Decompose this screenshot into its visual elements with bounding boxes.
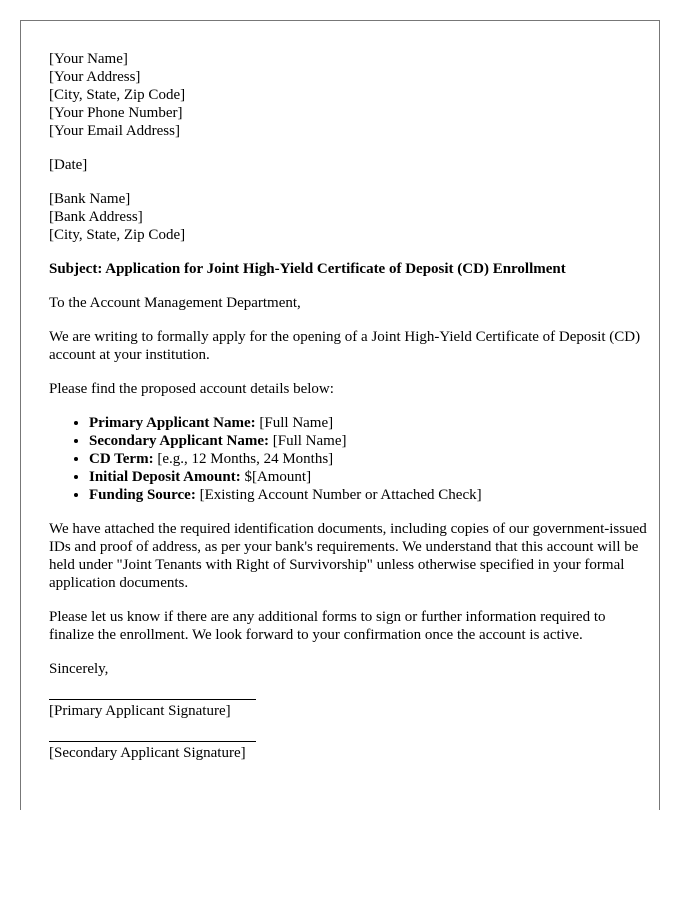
date-block <box>49 156 649 174</box>
sender-block <box>49 50 649 140</box>
details-intro-paragraph: Please find the proposed account details below: <box>49 381 334 397</box>
detail-value: [e.g., 12 Months, 24 Months] <box>157 451 334 467</box>
letter-date: [Date] <box>49 157 88 173</box>
sender-phone: [Your Phone Number] <box>49 105 183 121</box>
detail-primary-applicant <box>89 414 649 432</box>
sender-city-state-zip: [City, State, Zip Code] <box>49 87 186 103</box>
intro-paragraph: We are writing to formally apply for the opening of a Joint High-Yield Certificate of Deposit (CD) account at your institution. <box>49 329 641 363</box>
salutation: To the Account Management Department, <box>49 295 301 311</box>
recipient-block <box>49 190 649 244</box>
letter-page <box>20 20 660 810</box>
detail-secondary-applicant <box>89 432 649 450</box>
detail-value: [Existing Account Number or Attached Check] <box>199 487 482 503</box>
primary-signature-label: [Primary Applicant Signature] <box>49 703 231 719</box>
sender-name: [Your Name] <box>49 51 128 67</box>
detail-label: Primary Applicant Name: <box>89 415 256 431</box>
detail-label: Secondary Applicant Name: <box>89 433 269 449</box>
recipient-city-state-zip: [City, State, Zip Code] <box>49 227 186 243</box>
sender-email: [Your Email Address] <box>49 123 180 139</box>
detail-value: $[Amount] <box>244 469 312 485</box>
recipient-bank-address: [Bank Address] <box>49 209 143 225</box>
detail-value: [Full Name] <box>272 433 347 449</box>
primary-signature-line <box>49 699 256 700</box>
detail-cd-term <box>89 450 649 468</box>
detail-label: Funding Source: <box>89 487 196 503</box>
secondary-signature-label: [Secondary Applicant Signature] <box>49 745 246 761</box>
detail-value: [Full Name] <box>259 415 334 431</box>
subject-line: Subject: Application for Joint High-Yield Certificate of Deposit (CD) Enrollment <box>49 261 566 277</box>
recipient-bank-name: [Bank Name] <box>49 191 131 207</box>
detail-funding-source <box>89 486 649 504</box>
detail-label: Initial Deposit Amount: <box>89 469 241 485</box>
account-details-list <box>49 414 649 504</box>
letter-body <box>49 50 649 762</box>
signature-block <box>49 699 649 762</box>
secondary-signature-line <box>49 741 256 742</box>
sign-off: Sincerely, <box>49 661 109 677</box>
closing-paragraph: Please let us know if there are any additional forms to sign or further information required to finalize the enrollment. We look forward to your confirmation once the account is active. <box>49 609 606 643</box>
sender-address: [Your Address] <box>49 69 141 85</box>
documents-paragraph: We have attached the required identification documents, including copies of our government-issued IDs and proof of address, as per your bank's requirements. We understand that this account will be held under "Joint Tenants with Right of Survivorship" unless otherwise specified in your formal application documents. <box>49 521 647 591</box>
detail-label: CD Term: <box>89 451 154 467</box>
detail-initial-deposit <box>89 468 649 486</box>
